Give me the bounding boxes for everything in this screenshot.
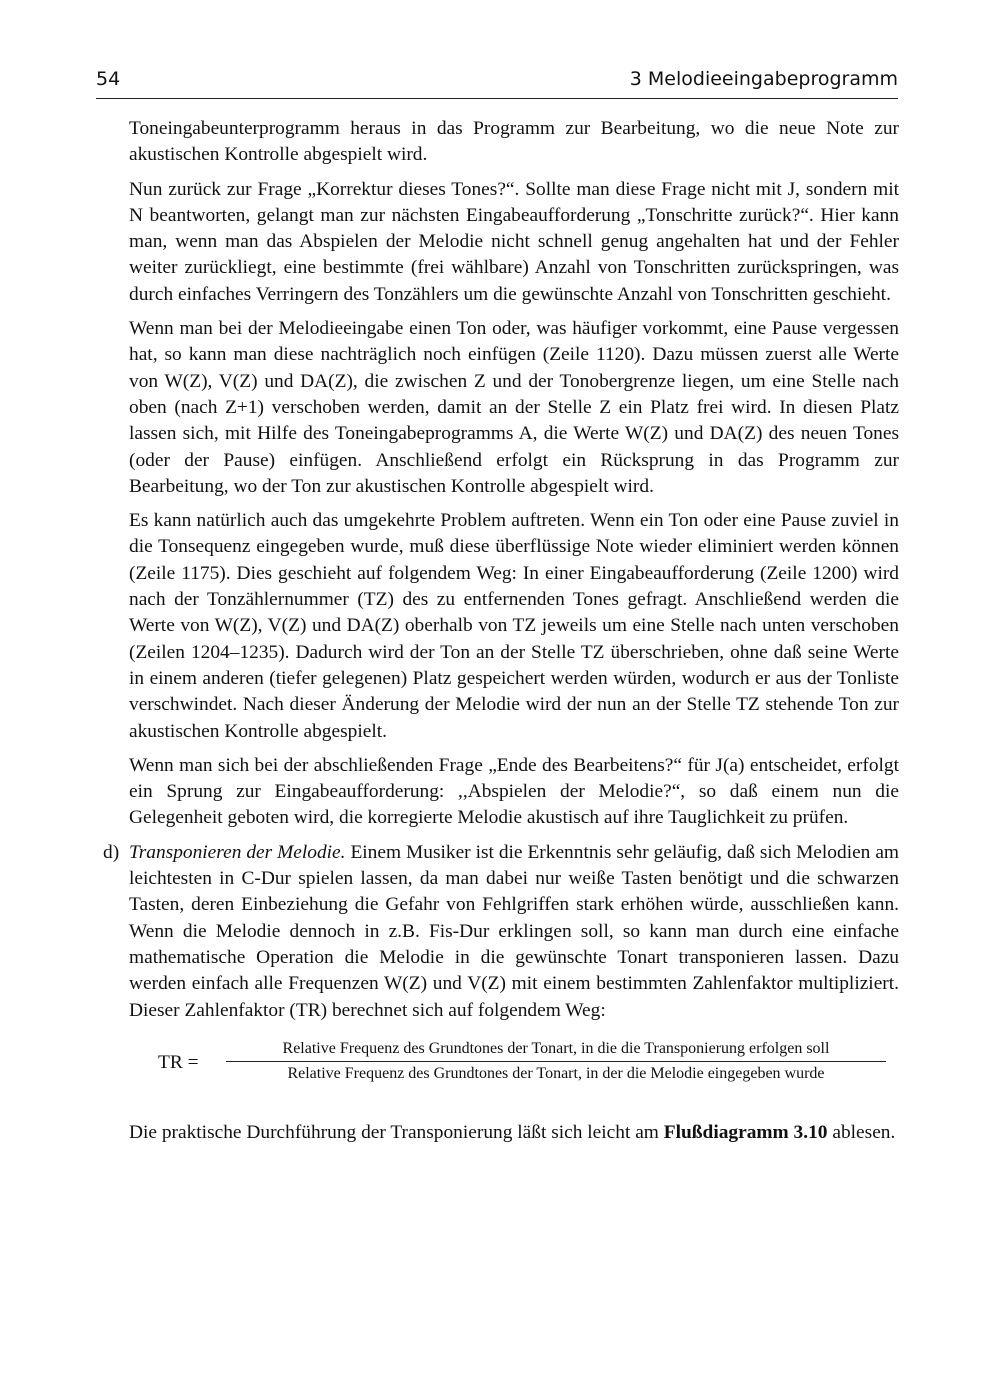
final-paragraph [129, 1120, 899, 1146]
item-heading: Transponieren der Melodie. [129, 841, 346, 863]
figure-reference: Flußdiagramm 3.10 [663, 1121, 828, 1143]
header-rule [96, 98, 898, 99]
paragraph-4: Es kann natürlich auch das umgekehrte Problem auftreten. Wenn ein Ton oder eine Pause zuviel in die Tonsequenz eingegeben wurde, muß diese überflüssige Note wieder eliminiert werden können (Zeile 1175). Dies geschieht auf folgendem Weg: In einer Eingabeaufforderung (Zeile 1200) wird nach der Tonzählernummer (TZ) des zu entfernenden Tones gefragt. Anschließend werden die Werte von W(Z), V(Z) und DA(Z) oberhalb von TZ jeweils um eine Stelle nach unten verschoben (Zeilen 1204–1235). Dadurch wird der Ton an der Stelle TZ überschrieben, ohne daß seine Werte in einem anderen (tiefer gelegenen) Platz gespeichert werden würden, wodurch er aus der Tonliste verschwindet. Nach dieser Änderung der Melodie wird der nun an der Stelle TZ stehende Ton zur akustischen Kontrolle abgespielt. [129, 510, 899, 742]
page-number: 54 [96, 68, 121, 90]
formula-fraction [226, 1038, 886, 1085]
paragraph-5: Wenn man sich bei der abschließenden Frage „Ende des Bearbeitens?“ für J(a) entscheidet, erfolgt ein Sprung zur Eingabeaufforderung: ,,Abspielen der Melodie?“, so daß einem nun die Gelegenheit geboten wird, die korregierte Melodie akustisch auf ihre Tauglichkeit zu prüfen. [129, 754, 899, 829]
formula-lhs: TR = [158, 1051, 199, 1073]
final-text-before: Die praktische Durchführung der Transponierung läßt sich leicht am [129, 1121, 664, 1143]
paragraph-1: Toneingabeunterprogramm heraus in das Programm zur Bearbeitung, wo die neue Note zur akustischen Kontrolle abgespielt wird. [129, 118, 899, 166]
page-body [103, 116, 900, 1154]
formula-denominator: Relative Frequenz des Grundtones der Tonart, in der die Melodie eingegeben wurde [287, 1064, 825, 1082]
formula-numerator: Relative Frequenz des Grundtones der Tonart, in die die Transponierung erfolgen soll [226, 1038, 886, 1062]
paragraph-2: Nun zurück zur Frage „Korrektur dieses Tones?“. Sollte man diese Frage nicht mit J, sondern mit N beantworten, gelangt man zur nächsten Eingabeaufforderung „Tonschritte zurück?“. Hier kann man, wenn man das Abspielen der Melodie nicht schnell genug angehalten hat und der Fehler weiter zurückliegt, eine bestimmte (frei wählbare) Anzahl von Tonschritten zurückspringen, was durch einfaches Verringern des Tonzählers um die gewünschte Anzahl von Tonschritten geschieht. [129, 178, 899, 305]
page-header [96, 66, 898, 96]
list-item-d [103, 840, 900, 1024]
formula [129, 1038, 899, 1100]
item-text: Einem Musiker ist die Erkenntnis sehr geläufig, daß sich Melodien am leichtesten in C-Dur spielen lassen, da man dabei nur weiße Tasten benötigt und die schwarzen Tasten, deren Einbeziehung die Gefahr von Fehlgriffen stark erhöhen würde, ausschließen kann. Wenn die Melodie dennoch in z.B. Fis-Dur erklingen soll, so kann man durch eine einfache mathematische Operation die Melodie in die gewünschte Tonart transponieren lassen. Dazu werden einfach alle Frequenzen W(Z) und V(Z) mit einem bestimmten Zahlenfaktor multipliziert. Dieser Zahlenfaktor (TR) berechnet sich auf folgendem Weg: [129, 841, 900, 1021]
chapter-title: 3 Melodieeingabeprogramm [629, 68, 898, 90]
paragraph-3: Wenn man bei der Melodieeingabe einen Ton oder, was häufiger vorkommt, eine Pause vergessen hat, so kann man diese nachträglich noch einfügen (Zeile 1120). Dazu müssen zuerst alle Werte von W(Z), V(Z) und DA(Z), die zwischen Z und der Tonobergrenze liegen, um eine Stelle nach oben (nach Z+1) verschoben werden, damit an der Stelle Z ein Platz frei wird. In diesen Platz lassen sich, mit Hilfe des Toneingabeprogramms A, die Werte W(Z) und DA(Z) des neuen Tones (oder der Pause) einfügen. Anschließend erfolgt ein Rücksprung in das Programm zur Bearbeitung, wo der Ton zur akustischen Kontrolle abgespielt wird. [129, 318, 899, 497]
list-marker: d) [103, 841, 120, 863]
final-text-after: ablesen. [827, 1121, 896, 1143]
